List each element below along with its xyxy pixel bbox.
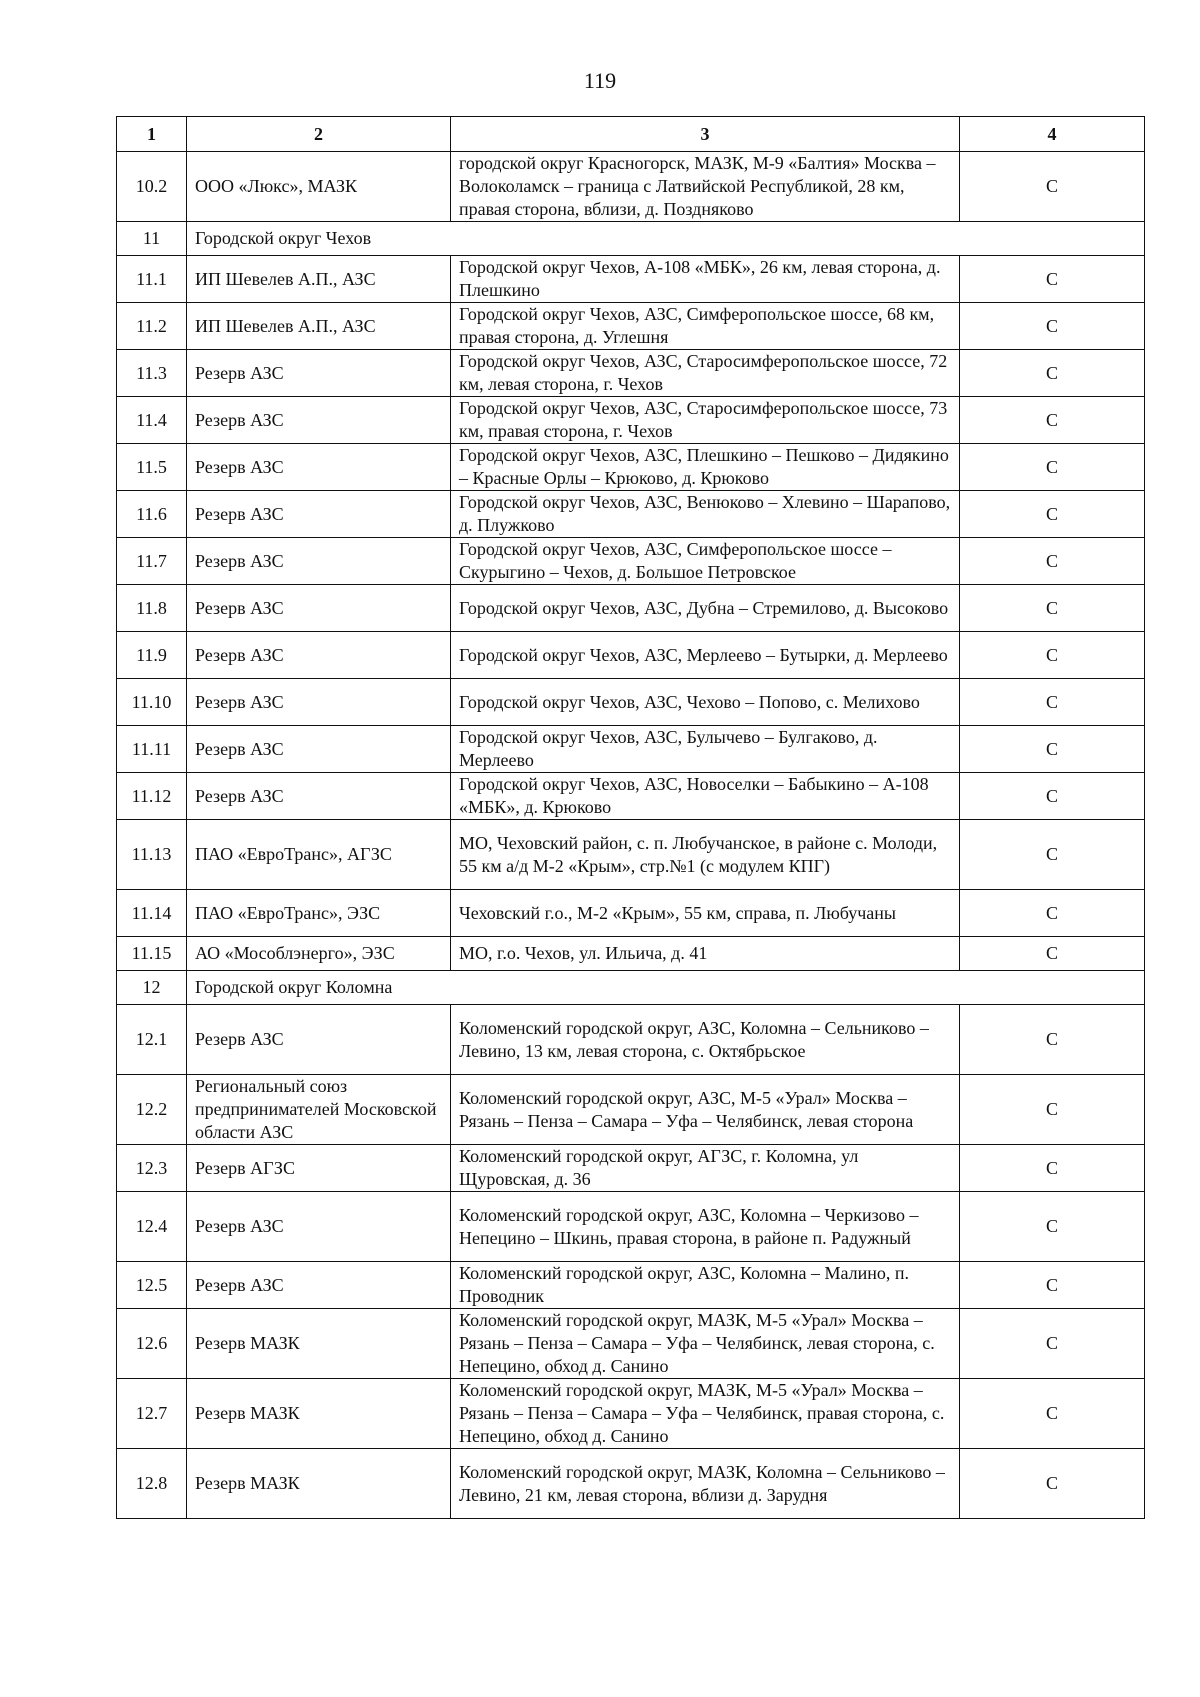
row-number: 11.8 — [117, 585, 187, 632]
station-location: Городской округ Чехов, АЗС, Старосимферопольское шоссе, 72 км, левая сторона, г. Чехов — [451, 350, 960, 397]
station-category: С — [960, 890, 1145, 937]
station-category: С — [960, 1005, 1145, 1075]
table-row — [117, 585, 1145, 632]
station-location: Коломенский городской округ, МАЗК, Коломна – Сельниково – Левино, 21 км, левая сторона, вблизи д. Зарудня — [451, 1449, 960, 1519]
row-number: 11.15 — [117, 937, 187, 971]
station-location: Городской округ Чехов, АЗС, Симферопольское шоссе, 68 км, правая сторона, д. Углешня — [451, 303, 960, 350]
table-row — [117, 538, 1145, 585]
station-name: Резерв АЗС — [187, 491, 451, 538]
station-location: Городской округ Чехов, АЗС, Симферопольское шоссе – Скурыгино – Чехов, д. Большое Петровское — [451, 538, 960, 585]
station-location: Городской округ Чехов, АЗС, Булычево – Булгаково, д. Мерлеево — [451, 726, 960, 773]
table-row — [117, 679, 1145, 726]
row-number: 12.2 — [117, 1075, 187, 1145]
station-category: С — [960, 585, 1145, 632]
station-name: ПАО «ЕвроТранс», АГЗС — [187, 820, 451, 890]
station-location: Коломенский городской округ, АЗС, Коломна – Черкизово – Непецино – Шкинь, правая сторона, в районе п. Радужный — [451, 1192, 960, 1262]
station-category: С — [960, 491, 1145, 538]
station-location: Городской округ Чехов, АЗС, Старосимферопольское шоссе, 73 км, правая сторона, г. Чехов — [451, 397, 960, 444]
row-number: 11.5 — [117, 444, 187, 491]
station-name: Резерв МАЗК — [187, 1379, 451, 1449]
station-name: Резерв АЗС — [187, 1192, 451, 1262]
table-row — [117, 350, 1145, 397]
station-category: С — [960, 538, 1145, 585]
table-body — [117, 152, 1145, 1519]
row-number: 11.2 — [117, 303, 187, 350]
station-name: Резерв АЗС — [187, 538, 451, 585]
station-location: Городской округ Чехов, АЗС, Дубна – Стремилово, д. Высоково — [451, 585, 960, 632]
row-number: 11.9 — [117, 632, 187, 679]
row-number: 11.14 — [117, 890, 187, 937]
station-category: С — [960, 1309, 1145, 1379]
column-header-2: 2 — [187, 117, 451, 152]
column-header-4: 4 — [960, 117, 1145, 152]
row-number: 11.3 — [117, 350, 187, 397]
station-name: ПАО «ЕвроТранс», ЭЗС — [187, 890, 451, 937]
station-category: С — [960, 1449, 1145, 1519]
station-category: С — [960, 773, 1145, 820]
column-header-1: 1 — [117, 117, 187, 152]
station-category: С — [960, 679, 1145, 726]
row-number: 11.13 — [117, 820, 187, 890]
station-category: С — [960, 397, 1145, 444]
station-location: Городской округ Чехов, АЗС, Мерлеево – Бутырки, д. Мерлеево — [451, 632, 960, 679]
station-name: Резерв АЗС — [187, 444, 451, 491]
station-location: Коломенский городской округ, АГЗС, г. Коломна, ул Щуровская, д. 36 — [451, 1145, 960, 1192]
station-location: Коломенский городской округ, МАЗК, М-5 «Урал» Москва – Рязань – Пенза – Самара – Уфа – Челябинск, правая сторона, с. Непецино, обход д. Санино — [451, 1379, 960, 1449]
station-category: С — [960, 1145, 1145, 1192]
row-number: 11.6 — [117, 491, 187, 538]
station-category: С — [960, 726, 1145, 773]
table-row — [117, 632, 1145, 679]
row-number: 11.12 — [117, 773, 187, 820]
row-number: 12.6 — [117, 1309, 187, 1379]
station-location: Коломенский городской округ, АЗС, Коломна – Сельниково – Левино, 13 км, левая сторона, с. Октябрьское — [451, 1005, 960, 1075]
row-number: 11.11 — [117, 726, 187, 773]
table-row — [117, 726, 1145, 773]
table-row — [117, 820, 1145, 890]
column-header-3: 3 — [451, 117, 960, 152]
table-row — [117, 1379, 1145, 1449]
section-row — [117, 971, 1145, 1005]
station-name: Резерв МАЗК — [187, 1449, 451, 1519]
station-category: С — [960, 444, 1145, 491]
table-row — [117, 303, 1145, 350]
station-category: С — [960, 350, 1145, 397]
page-number: 119 — [583, 68, 617, 93]
station-name: АО «Мособлэнерго», ЭЗС — [187, 937, 451, 971]
station-name: ИП Шевелев А.П., АЗС — [187, 256, 451, 303]
station-name: Резерв АЗС — [187, 773, 451, 820]
table-row — [117, 256, 1145, 303]
station-category: С — [960, 1192, 1145, 1262]
station-name: Региональный союз предпринимателей Московской области АЗС — [187, 1075, 451, 1145]
table-row — [117, 1262, 1145, 1309]
station-location: городской округ Красногорск, МАЗК, М-9 «Балтия» Москва – Волоколамск – граница с Латвийской Республикой, 28 км, правая сторона, вблизи, д. Поздняково — [451, 152, 960, 222]
station-location: МО, г.о. Чехов, ул. Ильича, д. 41 — [451, 937, 960, 971]
station-name: ИП Шевелев А.П., АЗС — [187, 303, 451, 350]
section-number: 12 — [117, 971, 187, 1005]
table-row — [117, 1005, 1145, 1075]
station-category: С — [960, 820, 1145, 890]
station-location: Коломенский городской округ, АЗС, Коломна – Малино, п. Проводник — [451, 1262, 960, 1309]
table-row — [117, 773, 1145, 820]
row-number: 12.1 — [117, 1005, 187, 1075]
table-row — [117, 1449, 1145, 1519]
row-number: 12.3 — [117, 1145, 187, 1192]
station-name: Резерв АГЗС — [187, 1145, 451, 1192]
station-name: Резерв АЗС — [187, 726, 451, 773]
stations-table — [116, 116, 1145, 1519]
station-category: С — [960, 937, 1145, 971]
station-name: Резерв АЗС — [187, 397, 451, 444]
row-number: 12.4 — [117, 1192, 187, 1262]
table-row — [117, 491, 1145, 538]
table-row — [117, 397, 1145, 444]
station-location: Городской округ Чехов, АЗС, Новоселки – Бабыкино – А-108 «МБК», д. Крюково — [451, 773, 960, 820]
station-category: С — [960, 256, 1145, 303]
station-category: С — [960, 303, 1145, 350]
table-header-row — [117, 117, 1145, 152]
station-name: Резерв АЗС — [187, 1005, 451, 1075]
station-location: Городской округ Чехов, АЗС, Плешкино – Пешково – Дидякино – Красные Орлы – Крюково, д. Крюково — [451, 444, 960, 491]
station-name: Резерв АЗС — [187, 585, 451, 632]
station-location: Городской округ Чехов, АЗС, Венюково – Хлевино – Шарапово, д. Плужково — [451, 491, 960, 538]
station-name: Резерв АЗС — [187, 350, 451, 397]
table-row — [117, 937, 1145, 971]
station-name: Резерв АЗС — [187, 679, 451, 726]
section-number: 11 — [117, 222, 187, 256]
table-row — [117, 444, 1145, 491]
station-location: Коломенский городской округ, МАЗК, М-5 «Урал» Москва – Рязань – Пенза – Самара – Уфа – Челябинск, левая сторона, с. Непецино, обход д. Санино — [451, 1309, 960, 1379]
station-location: Городской округ Чехов, АЗС, Чехово – Попово, с. Мелихово — [451, 679, 960, 726]
station-name: ООО «Люкс», МАЗК — [187, 152, 451, 222]
row-number: 11.4 — [117, 397, 187, 444]
table-row — [117, 1192, 1145, 1262]
row-number: 11.7 — [117, 538, 187, 585]
section-title: Городской округ Чехов — [187, 222, 1145, 256]
station-name: Резерв АЗС — [187, 632, 451, 679]
station-location: Коломенский городской округ, АЗС, М-5 «Урал» Москва – Рязань – Пенза – Самара – Уфа – Челябинск, левая сторона — [451, 1075, 960, 1145]
station-category: С — [960, 1262, 1145, 1309]
station-location: Чеховский г.о., М-2 «Крым», 55 км, справа, п. Любучаны — [451, 890, 960, 937]
station-location: Городской округ Чехов, А-108 «МБК», 26 км, левая сторона, д. Плешкино — [451, 256, 960, 303]
station-category: С — [960, 1075, 1145, 1145]
section-title: Городской округ Коломна — [187, 971, 1145, 1005]
table-row — [117, 1145, 1145, 1192]
section-row — [117, 222, 1145, 256]
row-number: 10.2 — [117, 152, 187, 222]
table-row — [117, 890, 1145, 937]
station-category: С — [960, 632, 1145, 679]
row-number: 12.7 — [117, 1379, 187, 1449]
row-number: 12.8 — [117, 1449, 187, 1519]
station-category: С — [960, 152, 1145, 222]
row-number: 12.5 — [117, 1262, 187, 1309]
station-name: Резерв МАЗК — [187, 1309, 451, 1379]
table-row — [117, 1075, 1145, 1145]
station-location: МО, Чеховский район, с. п. Любучанское, в районе с. Молоди, 55 км а/д М-2 «Крым», стр.№1 (с модулем КПГ) — [451, 820, 960, 890]
station-name: Резерв АЗС — [187, 1262, 451, 1309]
row-number: 11.1 — [117, 256, 187, 303]
row-number: 11.10 — [117, 679, 187, 726]
station-category: С — [960, 1379, 1145, 1449]
table-row — [117, 152, 1145, 222]
table-row — [117, 1309, 1145, 1379]
